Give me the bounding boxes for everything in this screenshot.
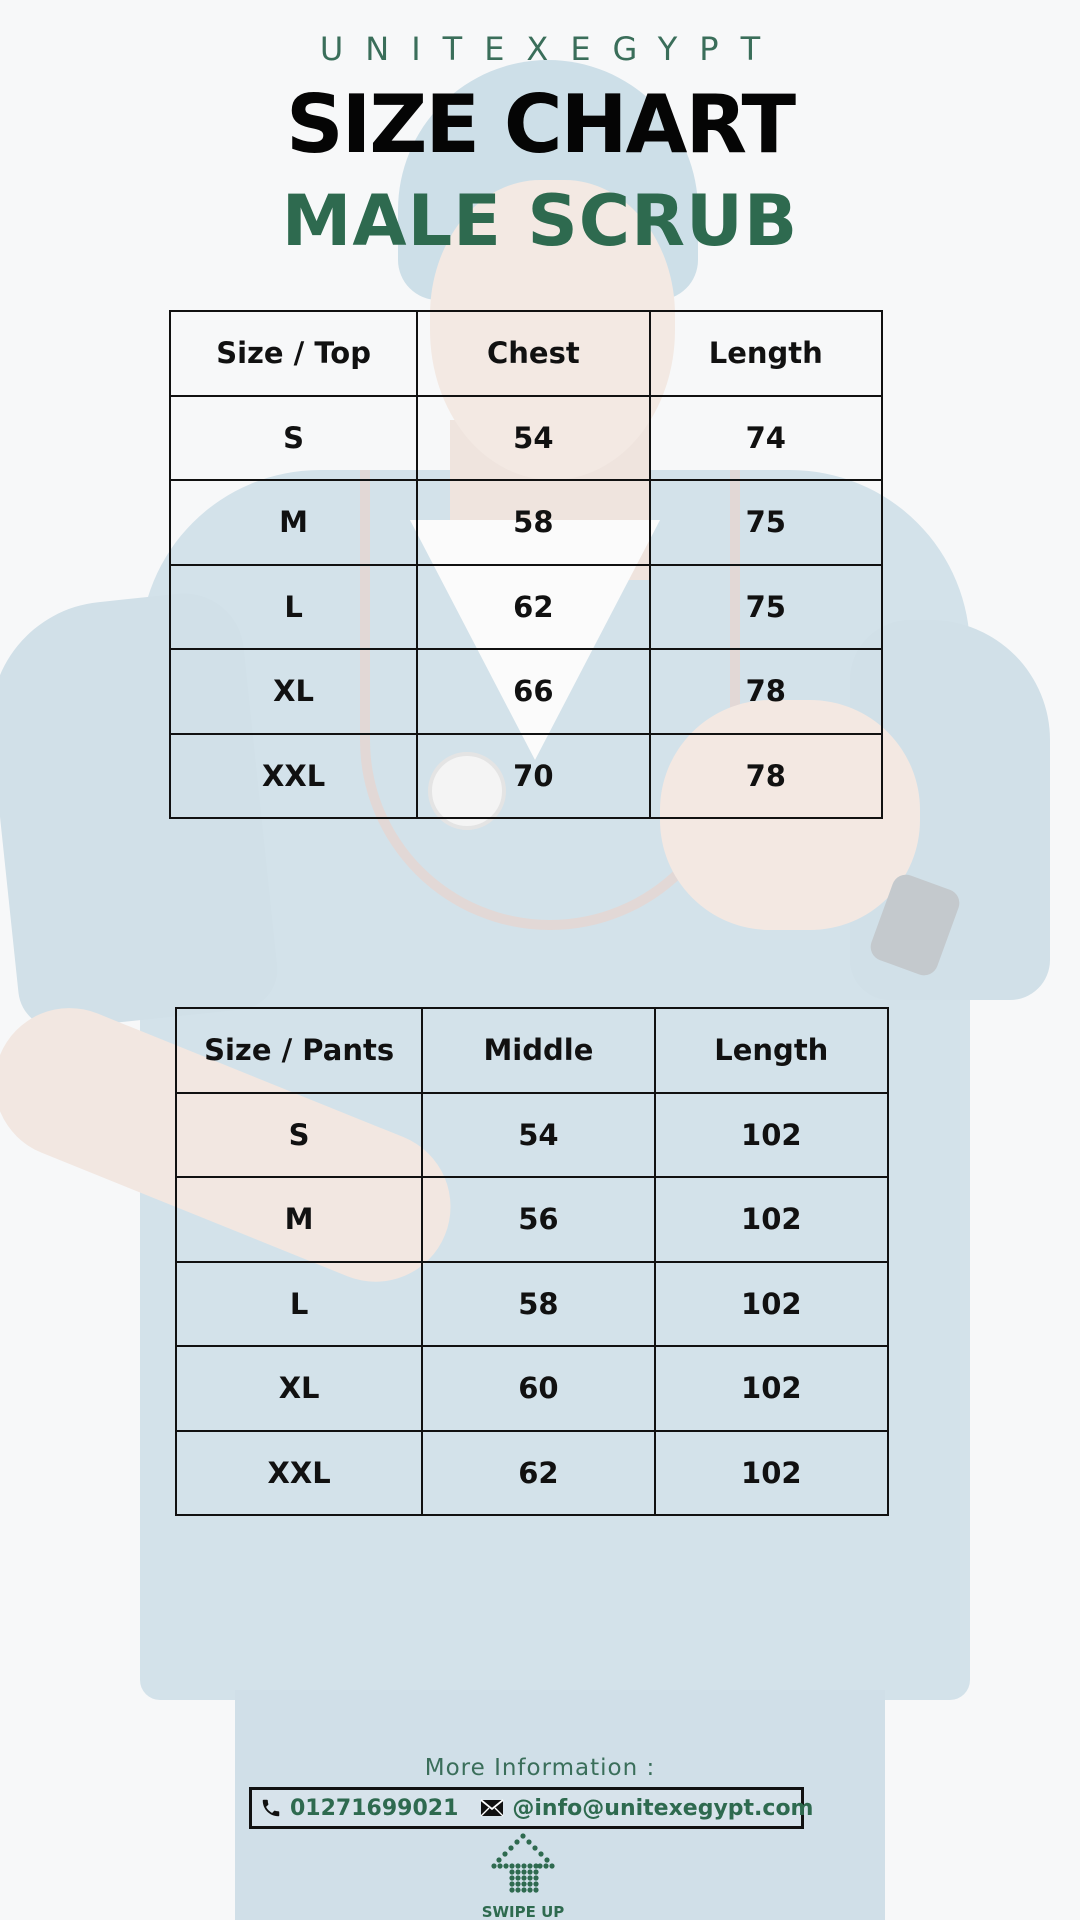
contact-box: [249, 1787, 814, 1829]
chest-cell: 70: [417, 734, 649, 819]
middle-cell: 56: [422, 1177, 654, 1262]
envelope-icon: [480, 1795, 504, 1821]
length-cell: 78: [650, 734, 882, 819]
table-row: [170, 565, 882, 650]
header-cell: Middle: [422, 1008, 654, 1093]
length-cell: 102: [655, 1177, 888, 1262]
middle-cell: 58: [422, 1262, 654, 1347]
size-cell: M: [176, 1177, 422, 1262]
page-title: SIZE CHART: [285, 78, 795, 171]
length-cell: 102: [655, 1093, 888, 1178]
table-row: [176, 1431, 888, 1516]
header-cell: Length: [650, 311, 882, 396]
table-row: [176, 1177, 888, 1262]
phone-icon: [260, 1795, 282, 1821]
size-cell: L: [176, 1262, 422, 1347]
swipe-up-indicator[interactable]: [480, 1832, 566, 1920]
size-cell: S: [170, 396, 417, 481]
top-size-table: [169, 310, 883, 819]
length-cell: 74: [650, 396, 882, 481]
middle-cell: 60: [422, 1346, 654, 1431]
size-cell: XXL: [176, 1431, 422, 1516]
length-cell: 75: [650, 480, 882, 565]
phone-number[interactable]: 01271699021: [290, 1795, 459, 1821]
pants-size-table: [175, 1007, 889, 1516]
length-cell: 102: [655, 1431, 888, 1516]
size-cell: XL: [170, 649, 417, 734]
header-cell: Length: [655, 1008, 888, 1093]
size-cell: XXL: [170, 734, 417, 819]
page-subtitle: MALE SCRUB: [281, 180, 799, 262]
middle-cell: 54: [422, 1093, 654, 1178]
chest-cell: 54: [417, 396, 649, 481]
brand-name: UNITEXEGYPT: [319, 30, 783, 68]
swipe-up-label: SWIPE UP: [481, 1903, 565, 1920]
header-cell: Size / Top: [170, 311, 417, 396]
chest-cell: 62: [417, 565, 649, 650]
chest-cell: 58: [417, 480, 649, 565]
table-row: [176, 1346, 888, 1431]
length-cell: 78: [650, 649, 882, 734]
length-cell: 102: [655, 1346, 888, 1431]
length-cell: 102: [655, 1262, 888, 1347]
dotted-up-arrow-icon: [490, 1832, 556, 1901]
more-info-label: More Information :: [424, 1755, 656, 1781]
table-header-row: [170, 311, 882, 396]
size-cell: L: [170, 565, 417, 650]
table-row: [170, 734, 882, 819]
table-row: [176, 1093, 888, 1178]
middle-cell: 62: [422, 1431, 654, 1516]
size-cell: M: [170, 480, 417, 565]
size-cell: XL: [176, 1346, 422, 1431]
table-header-row: [176, 1008, 888, 1093]
chest-cell: 66: [417, 649, 649, 734]
size-cell: S: [176, 1093, 422, 1178]
email-address[interactable]: @info@unitexegypt.com: [512, 1795, 814, 1821]
header-cell: Chest: [417, 311, 649, 396]
table-row: [170, 480, 882, 565]
table-row: [170, 649, 882, 734]
table-row: [176, 1262, 888, 1347]
table-row: [170, 396, 882, 481]
length-cell: 75: [650, 565, 882, 650]
header-cell: Size / Pants: [176, 1008, 422, 1093]
